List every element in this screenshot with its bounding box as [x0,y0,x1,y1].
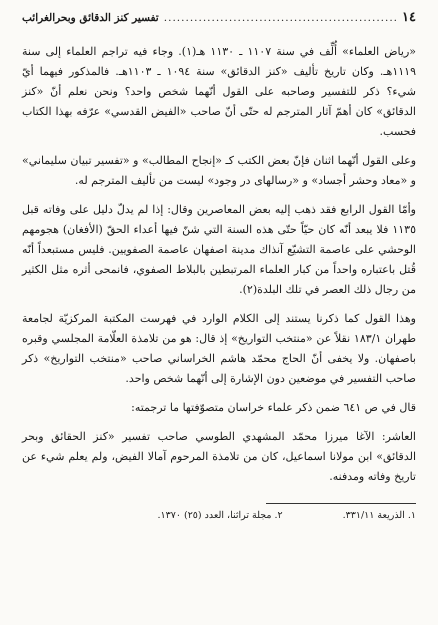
paragraph: وأمّا القول الرابع فقد ذهب إليه بعض المعاصرين وقال: إذا لم يدلّ دليل على وفاته قبل ١١٣٥ فلا يبعد أنّه كان حيّاً حتّى هذه السنة التي شنّ فيها أعداء الحقّ (الأفغان) هجومهم الوحشي على عاصمة التشيّع آنذاك مدينة اصفهان عاصمة الصفويين. فليس مستبعداً أنّه قُتل باعتباره واحداً من كبار العلماء المرتبطين بالبلاط الصفوي، فانمحى أثره مثل الكثير من رجال ذلك العصر في تلك البلدة(٢). [22,203,416,296]
page-header [22,10,416,30]
footnote-separator [266,503,416,504]
footnotes [22,510,416,521]
footnote: ٢. مجلة تراثنا، العدد (٢٥) ١٣٧٠. [157,510,283,521]
paragraph: «رياض العلماء» أُلِّف في سنة ١١٠٧ ـ ١١٣٠ هـ(١). وجاء فيه تراجم العلماء إلى سنة ١١١٩هـ. وكان تاريخ تأليف «كنز الدقائق» سنة ١٠٩٤ ـ ١١٠٣هـ. فالمذكور فيهما أيّ شيء؟ ذكر للتفسير وصاحبه على القول أنّهما شخص واحد؟ ونحن نعلم أنّ «كنز الدقائق» كان أهمّ آثار المترجم له حتّى أنّ صاحب «الفيض القدسي» عرّفه بهذا الكتاب فحسب. [22,45,417,138]
paragraph: قال في ص ٦٤١ ضمن ذكر علماء خراسان متصوّفتها ما ترجمته: [131,401,416,414]
paragraph: وهذا القول كما ذكرنا يستند إلى الكلام الوارد في فهرست المكتبة المركزيّة لجامعة طهران ١٨٣/١ نقلاً عن «منتخب التواريخ» إذ قال: هو من تلامذة العلّامة المجلسي وقبره باصفهان. ولا يخفى أنّ الحاج محمّد هاشم الخراساني صاحب «منتخب التواريخ» ذكر صاحب التفسير في موضعين دون الإشارة إلى أنّهما شخص واحد. [22,312,416,385]
paragraph: العاشر: الآغا ميرزا محمّد المشهدي الطوسي صاحب تفسير «كنز الحقائق وبحر الدقائق» ابن مولانا اسماعيل، كان من تلامذة المرحوم آمالا الفيض، ولم يعلم شيء عن تاريخ وفاته ومدفنه. [22,430,416,483]
page-number: ١٤ [402,10,416,25]
footnote: ١. الذريعة ٣٣١/١١. [342,510,416,521]
header-leader-dots [163,12,398,24]
page-body [22,42,416,487]
running-title: تفسير كنز الدقائق وبحرالغرائب [22,12,159,24]
paragraph: وعلى القول أنّهما اثنان فإنّ بعض الكتب كـ «إنجاح المطالب» و «تفسير تبيان سليماني» و «معاد وحشر أجساد» و «رسالهاى در وجود» ليست من تأليف المترجم له. [22,154,416,187]
